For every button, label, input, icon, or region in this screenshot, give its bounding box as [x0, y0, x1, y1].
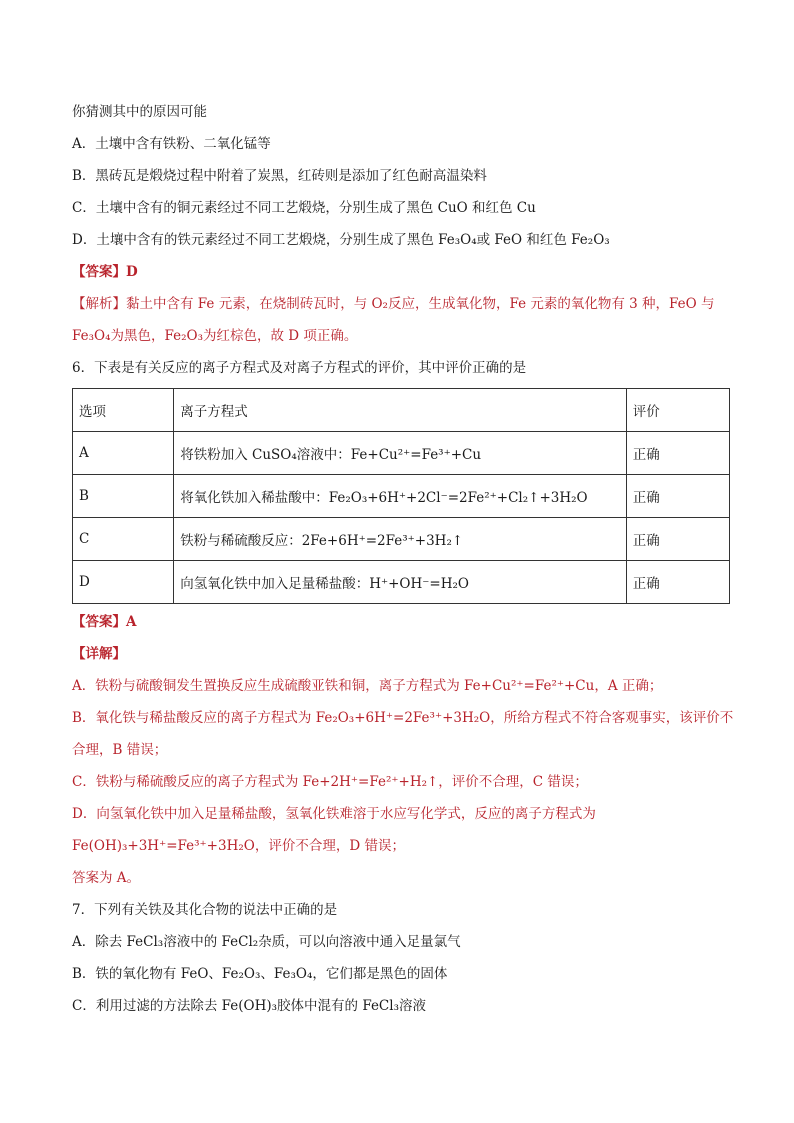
- q7-option-a: A．除去 FeCl₃溶液中的 FeCl₂杂质，可以向溶液中通入足量氯气: [72, 934, 461, 950]
- q6-answer: 【答案】A: [72, 614, 137, 630]
- table-row: [73, 475, 730, 518]
- q7-option-b: B．铁的氧化物有 FeO、Fe₂O₃、Fe₃O₄，它们都是黑色的固体: [72, 966, 448, 982]
- q7-stem: 7．下列有关铁及其化合物的说法中正确的是: [72, 902, 338, 918]
- document-page: [72, 96, 732, 1022]
- row-evaluation: 正确: [626, 432, 729, 475]
- row-option: D: [73, 561, 174, 604]
- row-evaluation: 正确: [626, 518, 729, 561]
- table-row: [73, 518, 730, 561]
- row-evaluation: 正确: [626, 561, 729, 604]
- q6-detail-d-line-2: Fe(OH)₃+3H⁺=Fe³⁺+3H₂O，评价不合理，D 错误；: [72, 838, 405, 854]
- q5-option-d: D．土壤中含有的铁元素经过不同工艺煅烧，分别生成了黑色 Fe₃O₄或 FeO 和红色 Fe₂O₃: [72, 232, 610, 248]
- table-row: [73, 561, 730, 604]
- q6-detail-label: 【详解】: [72, 646, 126, 662]
- q6-detail-d-line-1: D．向氢氧化铁中加入足量稀盐酸，氢氧化铁难溶于水应写化学式，反应的离子方程式为: [72, 806, 596, 822]
- q6-detail-b-line-1: B．氧化铁与稀盐酸反应的离子方程式为 Fe₂O₃+6H⁺=2Fe³⁺+3H₂O，所给方程式不符合客观事实，该评价不: [72, 710, 734, 726]
- q5-option-a: A．土壤中含有铁粉、二氧化锰等: [72, 136, 271, 152]
- row-equation: 将铁粉加入 CuSO₄溶液中：Fe+Cu²⁺=Fe³⁺+Cu: [174, 432, 627, 475]
- q6-detail-a: A．铁粉与硫酸铜发生置换反应生成硫酸亚铁和铜，离子方程式为 Fe+Cu²⁺=Fe²⁺+Cu，A 正确；: [72, 678, 663, 694]
- q6-detail-b-line-2: 合理，B 错误；: [72, 742, 168, 758]
- header-evaluation: 评价: [626, 389, 729, 432]
- q6-stem: 6．下表是有关反应的离子方程式及对离子方程式的评价，其中评价正确的是: [72, 360, 527, 376]
- q7-option-c: C．利用过滤的方法除去 Fe(OH)₃胶体中混有的 FeCl₃溶液: [72, 998, 426, 1014]
- row-equation: 将氧化铁加入稀盐酸中：Fe₂O₃+6H⁺+2Cl⁻=2Fe²⁺+Cl₂↑+3H₂O: [174, 475, 627, 518]
- header-option: 选项: [73, 389, 174, 432]
- q5-option-c: C．土壤中含有的铜元素经过不同工艺煅烧，分别生成了黑色 CuO 和红色 Cu: [72, 200, 536, 216]
- q5-analysis-line-2: Fe₃O₄为黑色，Fe₂O₃为红棕色，故 D 项正确。: [72, 328, 358, 344]
- row-option: A: [73, 432, 174, 475]
- row-equation: 铁粉与稀硫酸反应：2Fe+6H⁺=2Fe³⁺+3H₂↑: [174, 518, 627, 561]
- q6-conclusion: 答案为 A。: [72, 870, 141, 886]
- q5-intro: 你猜测其中的原因可能: [72, 104, 207, 120]
- q5-answer: 【答案】D: [72, 264, 138, 280]
- table-row: [73, 432, 730, 475]
- table-header-row: [73, 389, 730, 432]
- header-equation: 离子方程式: [174, 389, 627, 432]
- row-equation: 向氢氧化铁中加入足量稀盐酸：H⁺+OH⁻=H₂O: [174, 561, 627, 604]
- q5-option-b: B．黑砖瓦是煅烧过程中附着了炭黑，红砖则是添加了红色耐高温染料: [72, 168, 487, 184]
- row-option: B: [73, 475, 174, 518]
- q6-detail-c: C．铁粉与稀硫酸反应的离子方程式为 Fe+2H⁺=Fe²⁺+H₂↑，评价不合理，C 错误；: [72, 774, 588, 790]
- row-option: C: [73, 518, 174, 561]
- ion-equation-table: [72, 388, 730, 604]
- q5-analysis-line-1: 【解析】黏土中含有 Fe 元素，在烧制砖瓦时，与 O₂反应，生成氧化物，Fe 元素的氧化物有 3 种，FeO 与: [72, 296, 715, 312]
- row-evaluation: 正确: [626, 475, 729, 518]
